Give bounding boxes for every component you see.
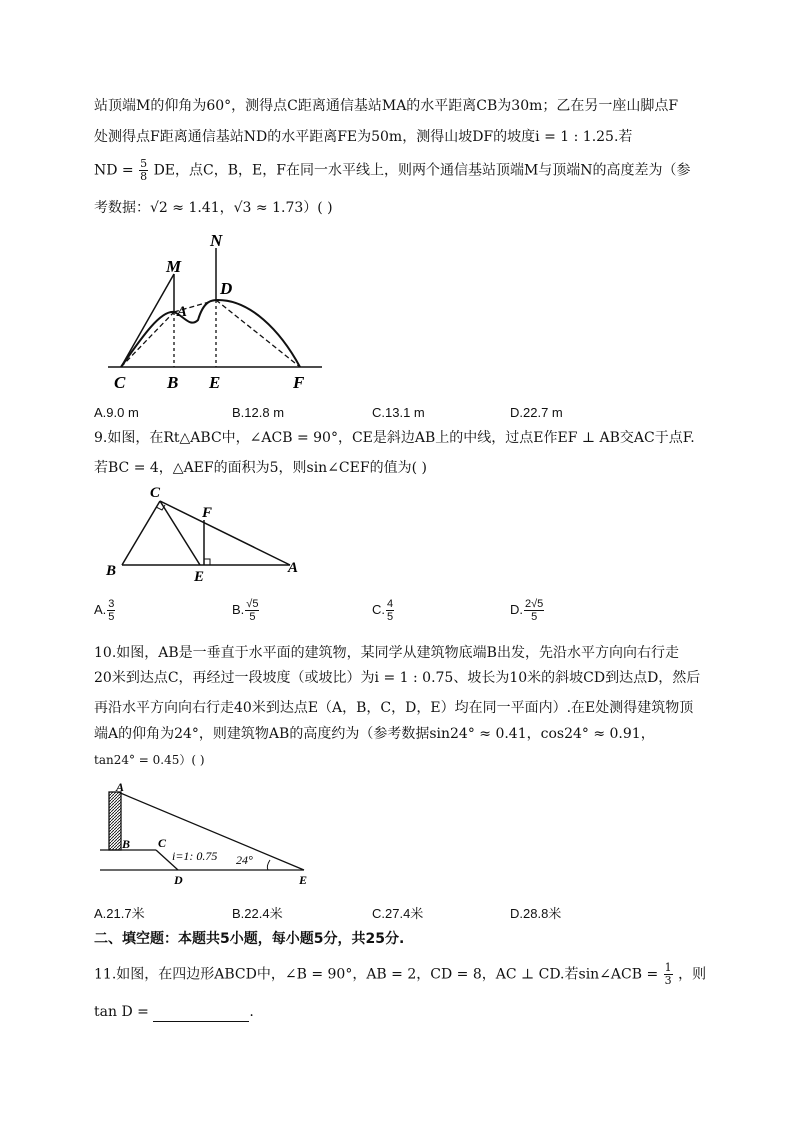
fraction-5-8: $\frac{5}{8}$ bbox=[140, 157, 148, 183]
label-A: A bbox=[177, 304, 188, 320]
q10-line-2: 20米到达点C，再经过一段坡度（或坡比）为i = 1 : 0.75、坡长为10米的斜坡CD到达点D，然后 bbox=[94, 670, 701, 686]
hill-curve bbox=[121, 300, 300, 367]
building bbox=[109, 792, 121, 850]
q9-option-b[interactable]: B. $\frac{√5}{5}$ bbox=[232, 598, 259, 623]
label-D: D bbox=[174, 873, 183, 887]
label-M: M bbox=[166, 257, 182, 276]
q8-line-4: 考数据：√2 ≈ 1.41，√3 ≈ 1.73）( ) bbox=[94, 200, 333, 216]
q9-option-a[interactable]: A. $\frac{3}{5}$ bbox=[94, 598, 115, 623]
q9-line-1: 9.如图，在Rt△ABC中，∠ACB = 90°，CE是斜边AB上的中线，过点E作EF ⊥ AB交AC于点F. bbox=[94, 430, 695, 446]
q9-option-c[interactable]: C. $\frac{4}{5}$ bbox=[372, 598, 394, 623]
q10-line-1: 10.如图，AB是一垂直于水平面的建筑物，某同学从建筑物底端B出发，先沿水平方向向右行走 bbox=[94, 645, 679, 661]
q10-line-3: 再沿水平方向向右行走40米到达点E（A，B，C，D，E）均在同一平面内）.在E处测得建筑物顶 bbox=[94, 700, 694, 716]
label-B: B bbox=[122, 837, 131, 851]
q8-line-3-pre: ND = bbox=[94, 162, 134, 179]
label-A: A bbox=[288, 560, 299, 576]
q8-line-3-post: DE，点C，B，E，F在同一水平线上，则两个通信基站顶端M与顶端N的高度差为（参 bbox=[153, 162, 691, 179]
q8-option-a[interactable]: A.9.0 m bbox=[94, 405, 139, 420]
label-F: F bbox=[293, 373, 305, 392]
q8-line-3 bbox=[94, 158, 691, 183]
q10-option-a[interactable]: A.21.7米 bbox=[94, 906, 145, 921]
q8-figure bbox=[100, 230, 340, 400]
label-N: N bbox=[210, 231, 223, 250]
label-B: B bbox=[106, 563, 117, 579]
q10-option-c[interactable]: C.27.4米 bbox=[372, 906, 424, 921]
q11-line-2: tan D = . bbox=[94, 1004, 254, 1020]
q8-option-c[interactable]: C.13.1 m bbox=[372, 405, 425, 420]
q10-line-5: tan24° = 0.45）( ) bbox=[94, 753, 205, 767]
q8-option-b[interactable]: B.12.8 m bbox=[232, 405, 285, 420]
q8-line-2: 处测得点F距离通信基站ND的水平距离FE为50m，测得山坡DF的坡度i = 1 : 1.25.若 bbox=[94, 129, 633, 145]
q9-option-d[interactable]: D. $\frac{2√5}{5}$ bbox=[510, 598, 544, 623]
q11-line-1: 11.如图，在四边形ABCD中，∠B = 90°，AB = 2，CD = 8，AC ⊥ CD.若sin∠ACB = $\frac{1}{3}$ ，则 bbox=[94, 961, 707, 987]
angle-label: 24° bbox=[236, 853, 253, 867]
label-A: A bbox=[116, 780, 125, 794]
section-heading: 二、填空题：本题共5小题，每小题5分，共25分. bbox=[94, 931, 405, 947]
answer-blank[interactable] bbox=[153, 1007, 249, 1022]
q10-line-4: 端A的仰角为24°，则建筑物AB的高度约为（参考数据sin24° ≈ 0.41，cos24° ≈ 0.91， bbox=[94, 726, 655, 742]
label-C: C bbox=[158, 836, 167, 850]
q10-figure bbox=[96, 782, 316, 887]
label-F: F bbox=[202, 505, 213, 521]
label-C: C bbox=[150, 485, 161, 501]
q8-line-1: 站顶端M的仰角为60°，测得点C距离通信基站MA的水平距离CB为30m；乙在另一座山脚点F bbox=[94, 98, 679, 114]
slope-label: i=1: 0.75 bbox=[172, 849, 218, 863]
q9-figure bbox=[100, 485, 310, 585]
label-C: C bbox=[114, 373, 126, 392]
label-D: D bbox=[220, 279, 233, 298]
fraction-1-3: $\frac{1}{3}$ bbox=[664, 961, 672, 987]
q8-option-d[interactable]: D.22.7 m bbox=[510, 405, 563, 420]
label-E: E bbox=[299, 873, 308, 887]
label-B: B bbox=[167, 373, 179, 392]
q10-option-b[interactable]: B.22.4米 bbox=[232, 906, 283, 921]
label-E: E bbox=[194, 569, 205, 585]
q10-option-d[interactable]: D.28.8米 bbox=[510, 906, 562, 921]
q9-line-2: 若BC = 4，△AEF的面积为5，则sin∠CEF的值为( ) bbox=[94, 460, 427, 476]
label-E: E bbox=[209, 373, 221, 392]
